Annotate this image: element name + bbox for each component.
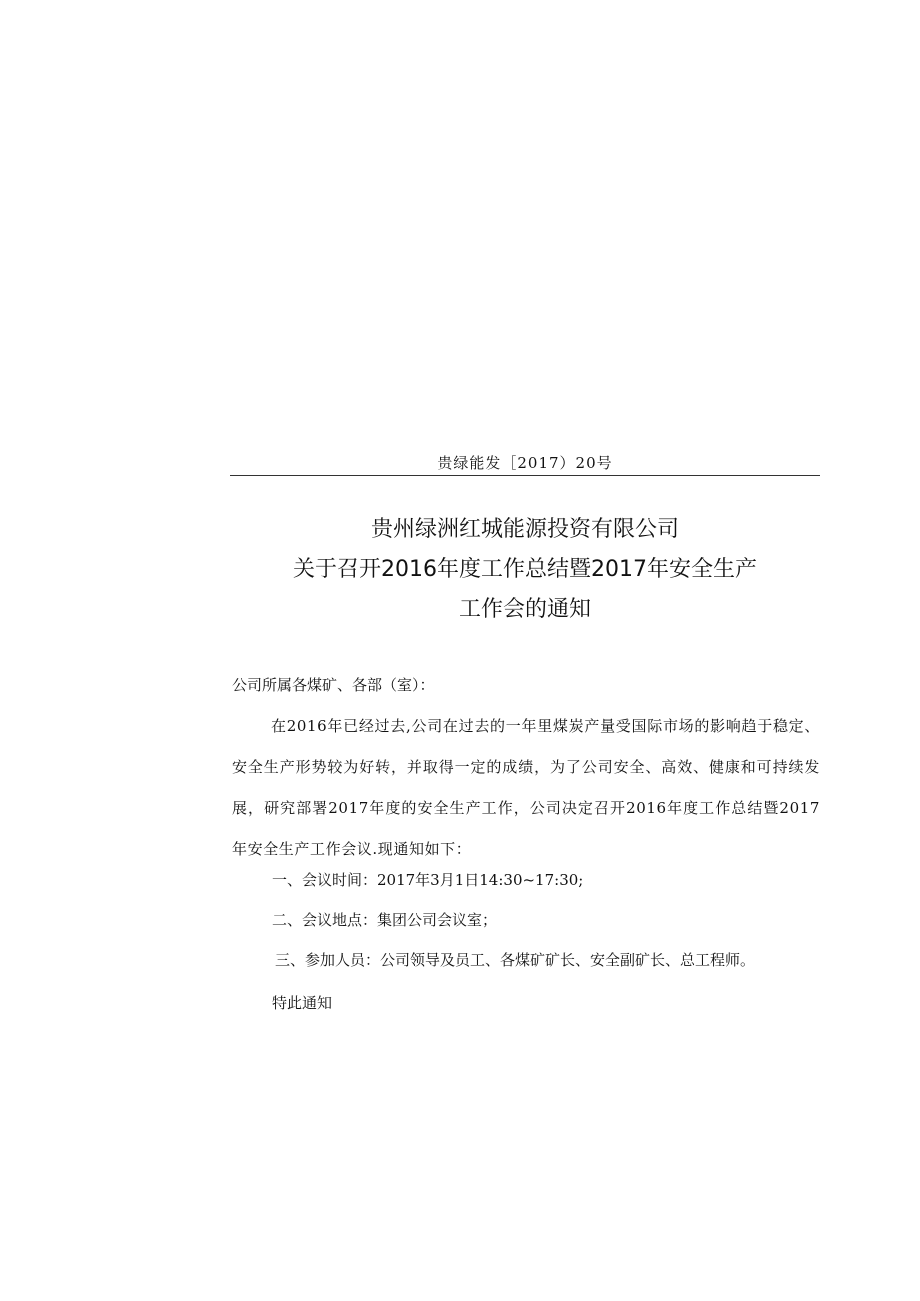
document-title: [230, 510, 820, 630]
document-number: 贵绿能发［2017）20号: [437, 454, 613, 472]
body-paragraph: 在2016年已经过去,公司在过去的一年里煤炭产量受国际市场的影响趋于稳定、安全生产形势较为好转，并取得一定的成绩，为了公司安全、高效、健康和可持续发展，研究部署2017年度的安全生产工作，公司决定召开2016年度工作总结暨2017年安全生产工作会议.现通知如下：: [232, 717, 820, 858]
attendees-item: 三、参加人员：公司领导及员工、各煤矿矿长、安全副矿长、总工程师。: [275, 951, 756, 969]
salutation: 公司所属各煤矿、各部（室）：: [232, 676, 435, 694]
meeting-time-item: 一、会议时间：2017年3月1日14:30~17:30;: [272, 871, 584, 889]
closing-text: 特此通知: [272, 994, 333, 1012]
header-divider: [230, 475, 820, 476]
meeting-location-item: 二、会议地点：集团公司会议室；: [272, 911, 498, 929]
title-line-1: 贵州绿洲红城能源投资有限公司: [370, 517, 679, 542]
title-line-3: 工作会的通知: [458, 597, 591, 622]
title-line-2: 关于召开2016年度工作总结暨2017年安全生产: [293, 557, 757, 582]
